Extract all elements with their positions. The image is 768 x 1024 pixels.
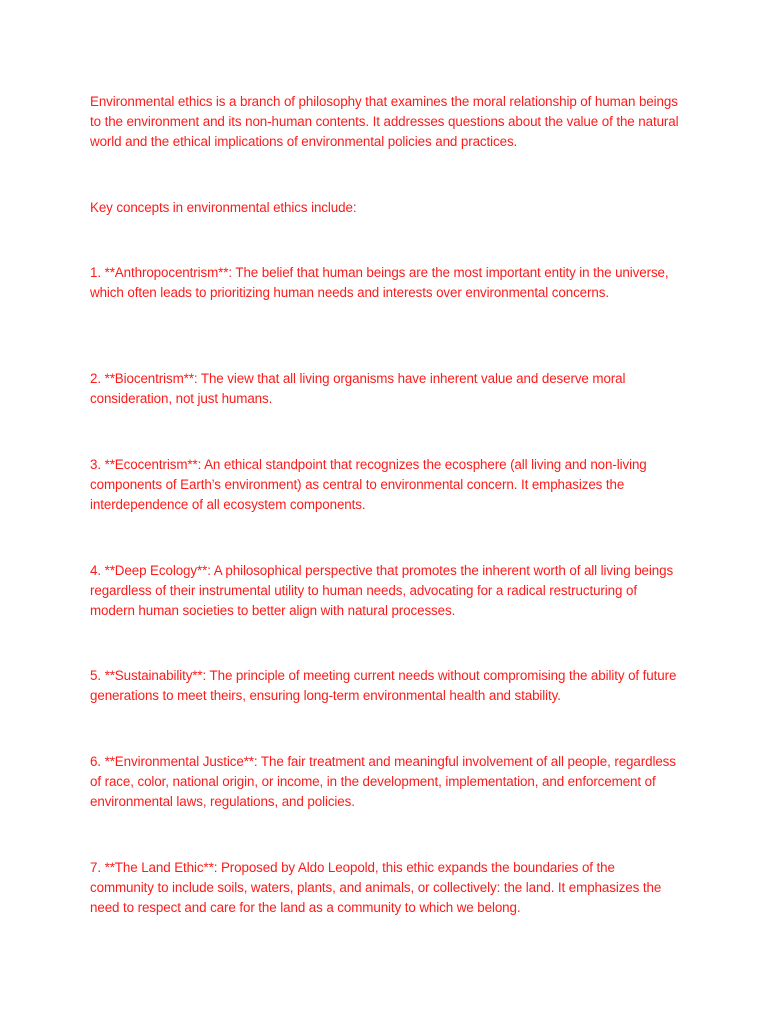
key-concepts-heading: Key concepts in environmental ethics include: — [90, 200, 357, 215]
concept-anthropocentrism: 1. **Anthropocentrism**: The belief that human beings are the most important entity in the universe, which often leads to prioritizing human needs and interests over environmental concerns. — [90, 265, 669, 300]
concept-sustainability: 5. **Sustainability**: The principle of meeting current needs without compromising the ability of future generations to meet theirs, ensuring long-term environmental health and stability. — [90, 668, 677, 703]
concept-biocentrism: 2. **Biocentrism**: The view that all living organisms have inherent value and deserve moral consideration, not just humans. — [90, 371, 626, 406]
concept-environmental-justice: 6. **Environmental Justice**: The fair treatment and meaningful involvement of all people, regardless of race, color, national origin, or income, in the development, implementation, and enforcement of environmental laws, regulations, and policies. — [90, 754, 676, 809]
concept-land-ethic: 7. **The Land Ethic**: Proposed by Aldo Leopold, this ethic expands the boundaries of the community to include soils, waters, plants, and animals, or collectively: the land. It emphasizes the need to respect and care for the land as a community to which we belong. — [90, 860, 662, 915]
concept-deep-ecology: 4. **Deep Ecology**: A philosophical perspective that promotes the inherent worth of all living beings regardless of their instrumental utility to human needs, advocating for a radical restructuring of modern human societies to better align with natural processes. — [90, 563, 674, 618]
intro-paragraph: Environmental ethics is a branch of philosophy that examines the moral relationship of human beings to the environment and its non-human contents. It addresses questions about the value of the natural world and the ethical implications of environmental policies and practices. — [90, 94, 679, 149]
concept-ecocentrism: 3. **Ecocentrism**: An ethical standpoint that recognizes the ecosphere (all living and non-living components of Earth’s environment) as central to environmental concern. It emphasizes the interdependence of all ecosystem components. — [90, 457, 647, 512]
